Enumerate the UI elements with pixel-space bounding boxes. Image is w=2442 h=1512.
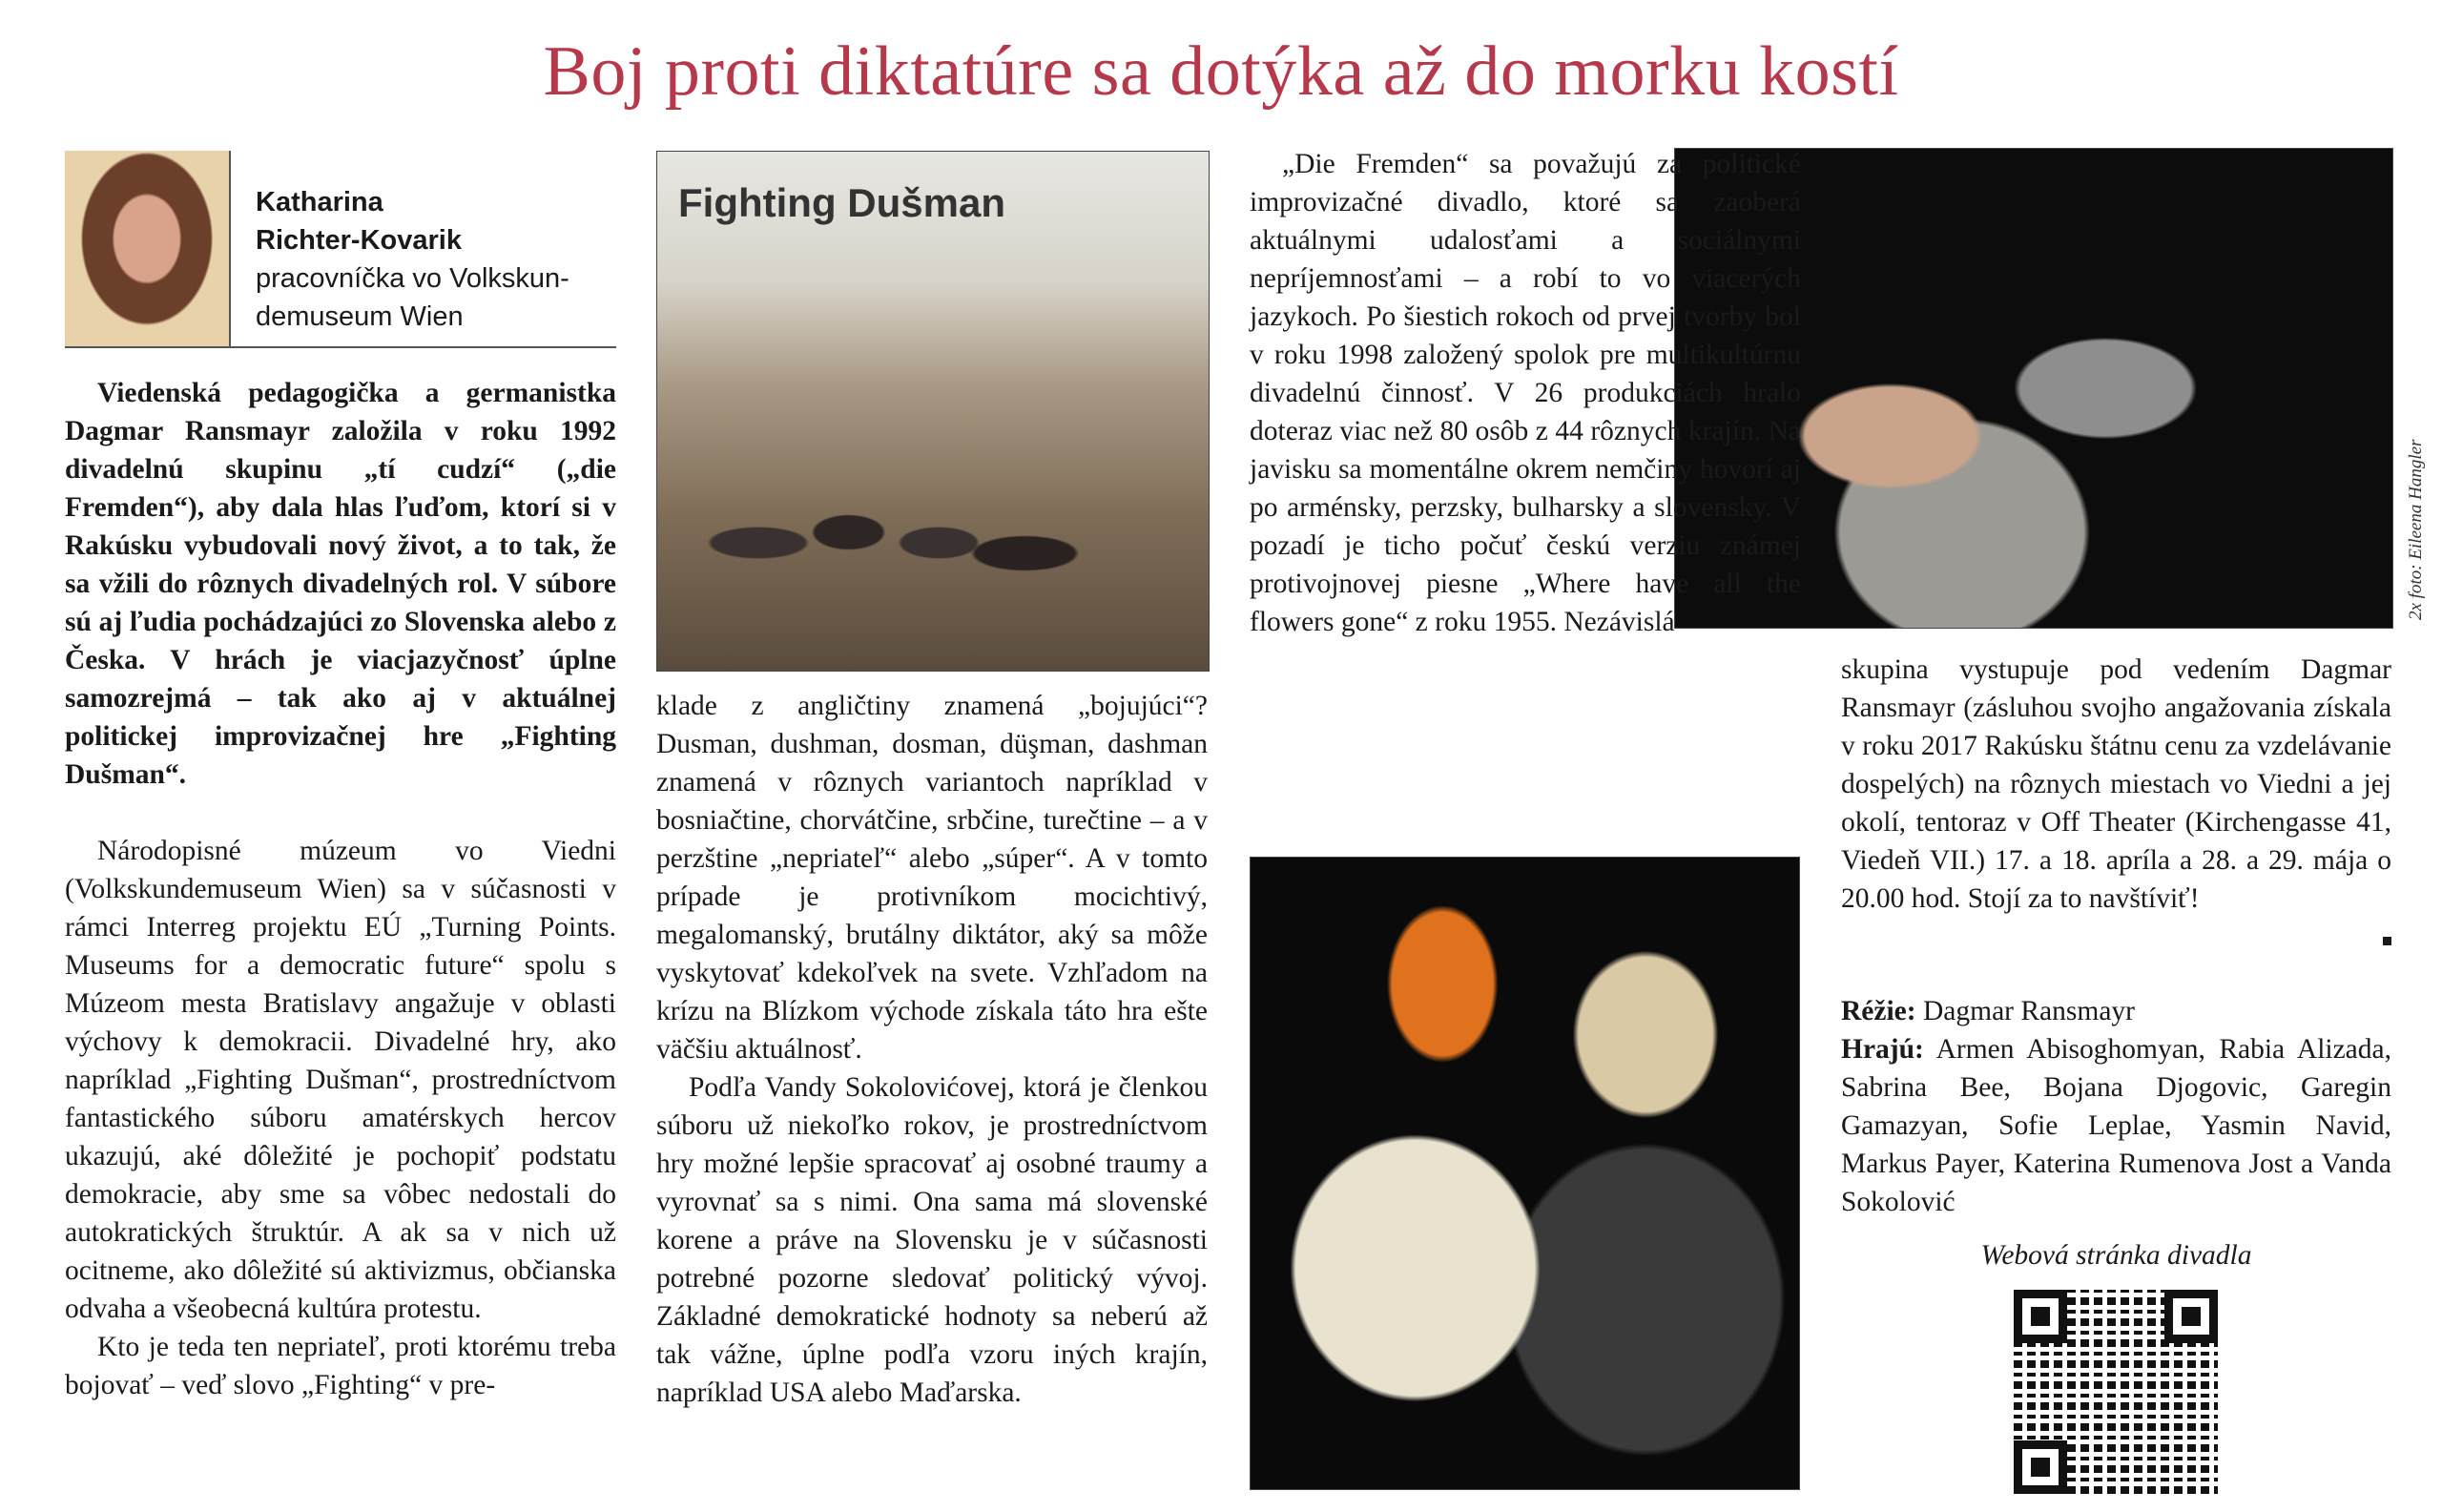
column-2 [656, 687, 1208, 1412]
photo-credit: 2x foto: Eileena Hangler [2406, 439, 2426, 620]
author-info [256, 183, 618, 336]
lead-paragraph: Viedenská pedagogička a germanistka Dagmar Ransmayr založila v roku 1992 divadelnú skupinu „tí cudzí“ („die Fremden“), aby dala hlas ľuďom, ktorí si v Rakúsku vybudovali nový život, a to tak, že sa vžili do rôznych divadelných rol. V súbore sú aj ľudia pochádzajúci zo Slovenska alebo z Česka. V hrách je viacjazyčnosť úplne samozrejmá – tak ako aj v aktuálnej politickej improvizačnej hre „Fighting Dušman“. [65, 378, 616, 790]
paragraph: klade z angličtiny znamená „bojujúci“? Dusman, dushman, dosman, düşman, dashman znamená v rôznych variantoch napríklad v bosniačtine, chorvátčine, srbčine, turečtine – a v perzštine „nepriateľ“ alebo „súper“. A v tomto prípade je protivníkom mocichtivý, megalomanský, brutálny diktátor, aký sa môže vyskytovať kdekoľvek na svete. Vzhľadom na krízu na Blízkom východe získala táto hra ešte väčšiu aktuálnosť. [656, 691, 1208, 1065]
author-role-1: pracovníčka vo Volkskun- [256, 263, 569, 294]
paragraph: Kto je teda ten nepriateľ, proti ktorému treba bojovať – veď slovo „Fighting“ v pre- [65, 1332, 616, 1400]
author-photo [65, 151, 231, 346]
fighting-dusman-poster [656, 151, 1210, 672]
qr-code-icon[interactable] [2014, 1290, 2218, 1494]
column-4 [1841, 651, 2391, 918]
credits [1841, 992, 2391, 1221]
cast-label: Hrajú: [1841, 1034, 1924, 1065]
qr-finder [2164, 1290, 2218, 1343]
director-label: Réžie: [1841, 996, 1916, 1026]
author-name-2: Richter-Kovarik [256, 225, 462, 256]
poster-title: Fighting Dušman [678, 180, 1005, 225]
paragraph: Podľa Vandy Sokolovićovej, ktorá je členkou súboru už niekoľko rokov, je prostredníctvom hry možné lepšie spracovať aj osobné traumy a vyrovnať sa s nimi. Ona sama má slovenské korene a práve na Slovensku je v súčasnosti potrebné pozorne sledovať politický vývoj. Základné demokratické hodnoty sa neberú až tak vážne, úplne podľa vzoru iných krajín, napríklad USA alebo Maďarska. [656, 1072, 1208, 1408]
column-3 [1250, 145, 1801, 641]
paragraph: „Die Fremden“ sa považujú za politické improvizačné divadlo, ktoré sa zaoberá aktuálnymi udalosťami a sociálnymi nepríjemnosťami – a robí to vo viacerých jazykoch. Po šiestich rokoch od prvej tvorby bol v roku 1998 založený spolok pre multikultúrnu divadelnú činnosť. V 26 produkciách hralo doteraz viac než 80 osôb z 44 rôznych krajín. Na javisku sa momentálne okrem nemčiny hovorí aj po arménsky, perzsky, bulharsky a slovensky. V pozadí je ticho počuť českú verziu známej protivojnovej piesne „Where have all the flowers gone“ z roku 1955. Nezávislá [1250, 149, 1801, 637]
web-caption: Webová stránka divadla [1980, 1240, 2252, 1271]
poster-people [676, 438, 1086, 648]
article-title: Boj proti diktatúre sa dotýka až do morku kostí [543, 32, 1899, 111]
paragraph: skupina vystupuje pod vedením Dagmar Ransmayr (zásluhou svojho angažovania získala v roku 2017 Rakúsku štátnu cenu za vzdelávanie dospelých) na rôznych miestach vo Viedni a jej okolí, tentoraz v Off Theater (Kirchengasse 41, Viedeň VII.) 17. a 18. apríla a 28. a 29. mája o 20.00 hod. Stojí za to navštíviť! [1841, 654, 2391, 914]
column-1 [65, 374, 616, 1404]
author-role-2: demuseum Wien [256, 301, 464, 332]
cast-list: Armen Abisoghomyan, Rabia Alizada, Sabrina Bee, Bojana Djogovic, Garegin Gamazyan, Sofie Leplae, Yasmin Navid, Markus Payer, Katerina Rumenova Jost a Vanda Sokolović [1841, 1034, 2391, 1217]
paragraph: Národopisné múzeum vo Viedni (Volkskundemuseum Wien) sa v súčasnosti v rámci Interreg projektu EÚ „Turning Points. Museums for a democratic future“ spolu s Múzeom mesta Bratislavy angažuje v oblasti výchovy k demokracii. Divadelné hry, ako napríklad „Fighting Dušman“, prostredníctvom fantastického súboru amatérskych hercov ukazujú, aké dôležité je pochopiť podstatu demokracie, aby sme sa vôbec nedostali do autokratických štruktúr. A ak sa v nich už ocitneme, ako dôležité sú aktivizmus, občianska odvaha a všeobecná kultúra protestu. [65, 836, 616, 1324]
qr-finder [2014, 1290, 2067, 1343]
stage-photo-2 [1250, 857, 1800, 1490]
author-name-1: Katharina [256, 187, 383, 217]
director-name: Dagmar Ransmayr [1922, 996, 2135, 1026]
qr-finder [2014, 1440, 2067, 1494]
author-box [65, 151, 616, 348]
end-square-icon [2383, 937, 2391, 945]
